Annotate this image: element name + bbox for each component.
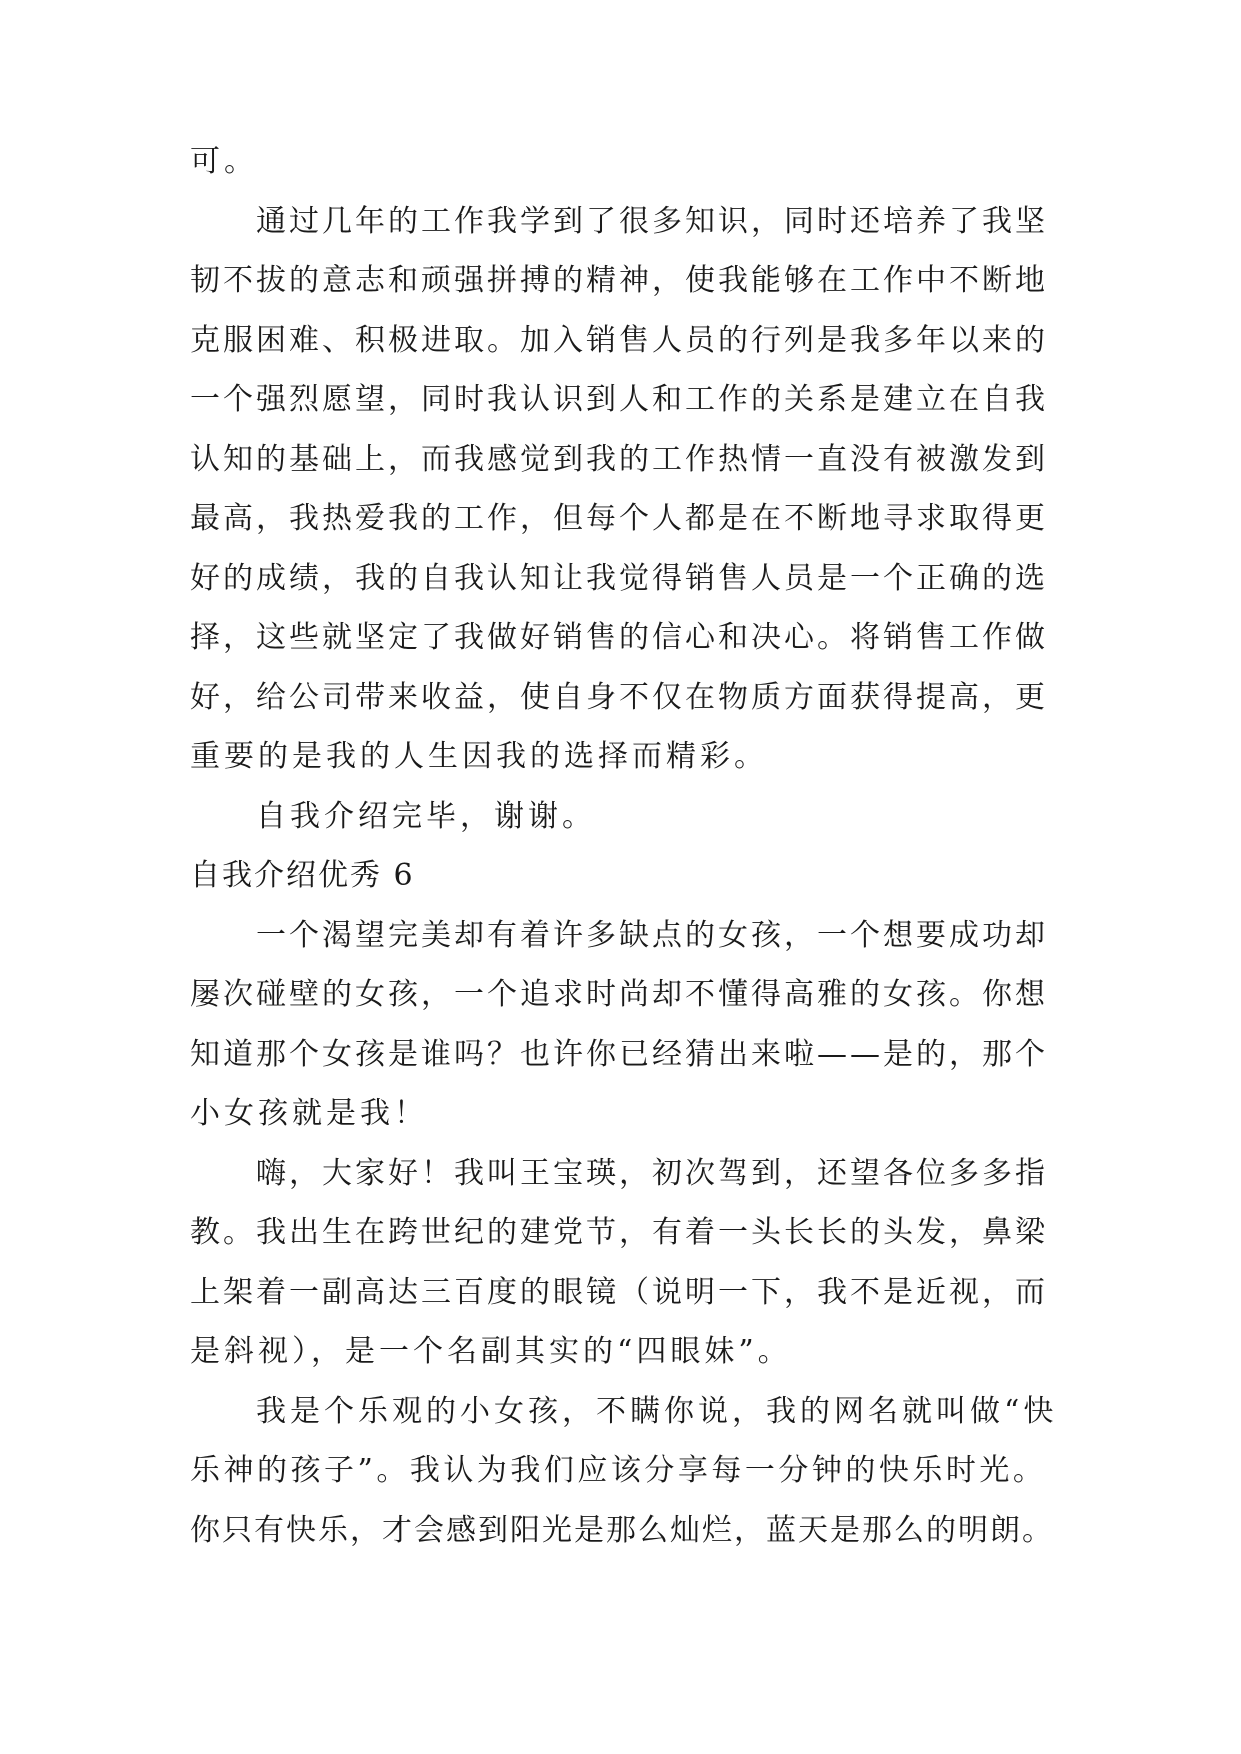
text-line: 一个渴望完美却有着许多缺点的女孩，一个想要成功却: [256, 917, 1048, 953]
text-line: 克服困难、积极进取。加入销售人员的行列是我多年以来的: [190, 322, 1048, 358]
text-line: 乐神的孩子”。我认为我们应该分享每一分钟的快乐时光。: [190, 1453, 1047, 1488]
text-line: 重要的是我的人生因我的选择而精彩。: [190, 739, 768, 774]
text-line: 上架着一副高达三百度的眼镜（说明一下，我不是近视，而: [190, 1274, 1048, 1310]
text-line: 你只有快乐，才会感到阳光是那么灿烂，蓝天是那么的明朗。: [190, 1512, 1054, 1548]
text-line: 韧不拔的意志和顽强拼搏的精神，使我能够在工作中不断地: [190, 263, 1048, 298]
text-line: 最高，我热爱我的工作，但每个人都是在不断地寻求取得更: [190, 501, 1048, 536]
section-heading: 自我介绍优秀 6: [190, 858, 415, 893]
text-line: 认知的基础上，而我感觉到我的工作热情一直没有被激发到: [190, 441, 1048, 477]
text-line: 是斜视），是一个名副其实的“四眼妹”。: [190, 1334, 792, 1369]
text-line: 教。我出生在跨世纪的建党节，有着一头长长的头发，鼻梁: [190, 1215, 1048, 1250]
text-line: 我是个乐观的小女孩，不瞒你说，我的网名就叫做“快: [256, 1393, 1058, 1429]
text-line: 嗨，大家好！我叫王宝瑛，初次驾到，还望各位多多指: [256, 1155, 1048, 1191]
text-line: 可。: [190, 144, 258, 179]
text-line: 好的成绩，我的自我认知让我觉得销售人员是一个正确的选: [190, 560, 1048, 596]
text-line: 一个强烈愿望，同时我认识到人和工作的关系是建立在自我: [190, 382, 1048, 417]
text-line: 自我介绍完毕，谢谢。: [256, 798, 596, 834]
text-line: 好，给公司带来收益，使自身不仅在物质方面获得提高，更: [190, 679, 1048, 715]
document-body: [190, 132, 1056, 1560]
text-line: 知道那个女孩是谁吗？也许你已经猜出来啦——是的，那个: [190, 1036, 1048, 1072]
text-line: 小女孩就是我！: [190, 1096, 428, 1131]
text-line: 通过几年的工作我学到了很多知识，同时还培养了我坚: [256, 203, 1048, 239]
text-line: 屡次碰壁的女孩，一个追求时尚却不懂得高雅的女孩。你想: [190, 977, 1048, 1012]
text-line: 择，这些就坚定了我做好销售的信心和决心。将销售工作做: [190, 620, 1048, 655]
